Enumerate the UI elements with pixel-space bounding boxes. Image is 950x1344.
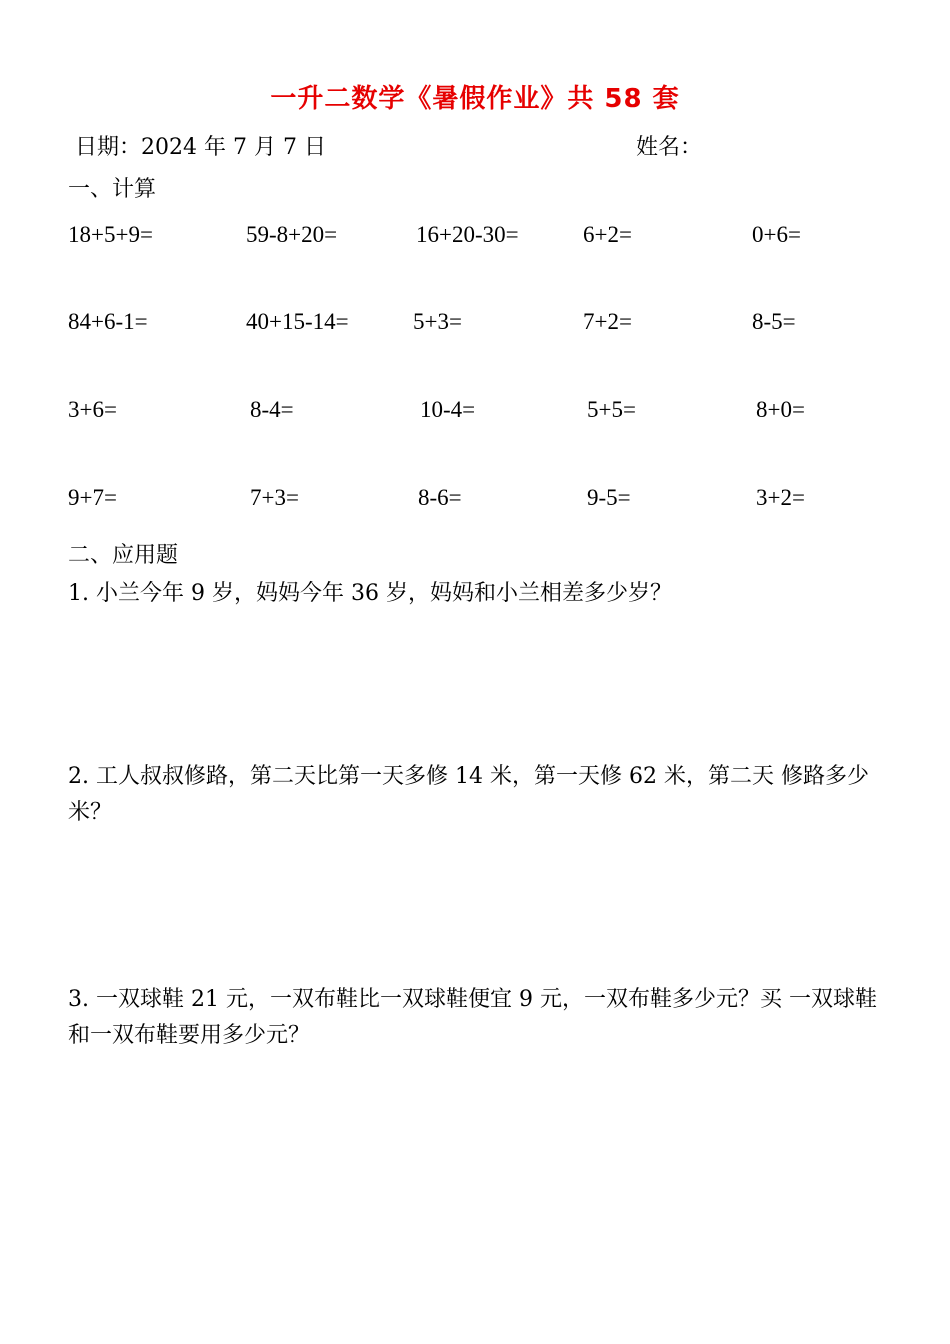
calc-item: 0+6=	[752, 222, 801, 247]
calc-item: 8+0=	[756, 397, 805, 422]
calc-item: 59-8+20=	[246, 222, 338, 247]
section-word-problems-heading: 二、应用题	[68, 543, 179, 568]
word-problem-2: 2. 工人叔叔修路，第二天比第一天多修 14 米，第一天修 62 米，第二天 修路多少米？	[68, 764, 869, 825]
calc-item: 8-5=	[752, 309, 796, 334]
date-line: 日期：2024 年 7 月 7 日	[75, 135, 326, 160]
calc-item: 16+20-30=	[416, 222, 519, 247]
page-title: 一升二数学《暑假作业》共 58 套	[270, 84, 680, 114]
calc-item: 10-4=	[420, 397, 476, 422]
calc-item: 6+2=	[583, 222, 632, 247]
calc-item: 40+15-14=	[246, 309, 349, 334]
calc-item: 8-6=	[418, 485, 462, 510]
calc-item: 7+3=	[250, 485, 299, 510]
calc-item: 9-5=	[587, 485, 631, 510]
calc-item: 5+5=	[587, 397, 636, 422]
name-label: 姓名：	[636, 135, 703, 160]
calc-item: 7+2=	[583, 309, 632, 334]
calc-item: 9+7=	[68, 485, 117, 510]
calc-item: 3+2=	[756, 485, 805, 510]
calc-item: 3+6=	[68, 397, 117, 422]
section-calculation-heading: 一、计算	[68, 177, 157, 202]
word-problem-1: 1. 小兰今年 9 岁，妈妈今年 36 岁，妈妈和小兰相差多少岁？	[68, 581, 672, 606]
calc-item: 84+6-1=	[68, 309, 148, 334]
calc-item: 18+5+9=	[68, 222, 153, 247]
word-problem-3: 3. 一双球鞋 21 元，一双布鞋比一双球鞋便宜 9 元，一双布鞋多少元？买 一双球鞋和一双布鞋要用多少元？	[68, 987, 877, 1048]
calc-item: 5+3=	[413, 309, 462, 334]
calc-item: 8-4=	[250, 397, 294, 422]
